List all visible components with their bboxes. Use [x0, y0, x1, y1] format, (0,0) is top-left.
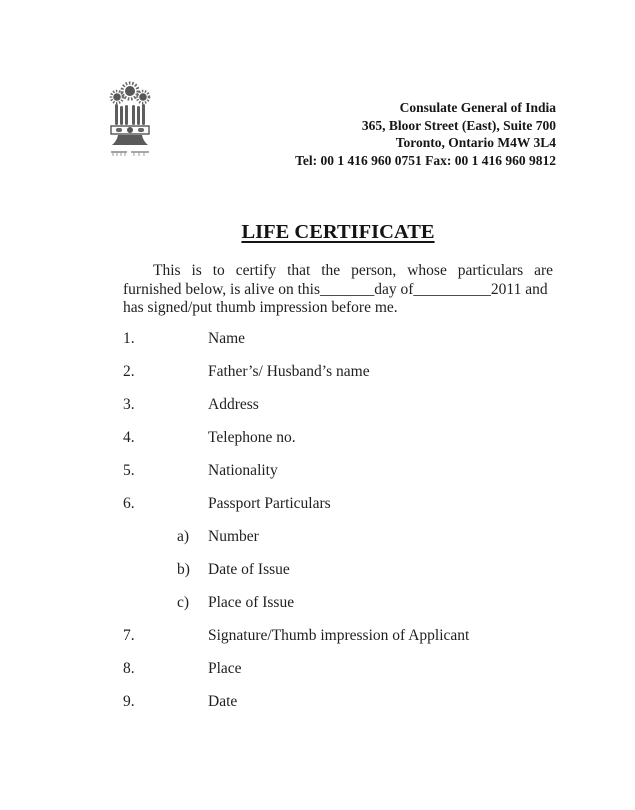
form-item-address	[123, 396, 593, 429]
emblem-of-india-icon	[106, 80, 154, 162]
form-item-telephone	[123, 429, 593, 462]
form-item-nationality	[123, 462, 593, 495]
item-label: Telephone no.	[208, 429, 296, 446]
page-title	[123, 221, 553, 244]
passport-subitem-place-of-issue	[123, 594, 593, 627]
org-name: Consulate General of India	[399, 100, 556, 115]
contact-line: Tel: 00 1 416 960 0751 Fax: 00 1 416 960 9812	[295, 153, 556, 169]
subitem-label: Number	[208, 528, 259, 545]
item-number: 4.	[123, 429, 135, 446]
item-number: 6.	[123, 495, 135, 512]
address-line-2: Toronto, Ontario M4W 3L4	[395, 135, 556, 151]
subitem-letter: c)	[177, 594, 190, 611]
certify-line-2: furnished below, is alive on this_______day of__________2011 and	[123, 280, 548, 298]
subitem-label: Place of Issue	[208, 594, 295, 611]
certify-line-1: This is to certify that the person, whose particulars are	[153, 262, 553, 279]
form-item-place	[123, 660, 593, 693]
item-label: Signature/Thumb impression of Applicant	[208, 627, 470, 644]
form-item-name	[123, 330, 593, 363]
address-line-1: 365, Bloor Street (East), Suite 700	[361, 117, 556, 133]
letterhead	[295, 99, 556, 170]
item-label: Father’s/ Husband’s name	[208, 363, 370, 380]
item-number: 9.	[123, 693, 135, 710]
subitem-label: Date of Issue	[208, 561, 290, 578]
item-number: 8.	[123, 660, 135, 677]
page-title-text: LIFE CERTIFICATE	[241, 221, 435, 243]
form-item-passport-particulars	[123, 495, 593, 528]
item-label: Nationality	[208, 462, 278, 479]
item-number: 5.	[123, 462, 135, 479]
form-item-fathers-husbands-name	[123, 363, 593, 396]
certify-paragraph	[123, 262, 553, 318]
item-label: Date	[208, 693, 238, 710]
item-label: Address	[208, 396, 259, 413]
subitem-letter: b)	[177, 561, 190, 578]
item-number: 7.	[123, 627, 135, 644]
item-label: Passport Particulars	[208, 495, 331, 512]
item-number: 2.	[123, 363, 135, 380]
certify-line-3: has signed/put thumb impression before me.	[123, 299, 398, 316]
item-label: Name	[208, 330, 246, 347]
subitem-letter: a)	[177, 528, 190, 545]
item-number: 1.	[123, 330, 135, 347]
form-item-signature-thumb-impression	[123, 627, 593, 660]
passport-subitem-date-of-issue	[123, 561, 593, 594]
form-item-date	[123, 693, 593, 726]
item-label: Place	[208, 660, 242, 677]
item-number: 3.	[123, 396, 135, 413]
form-list	[123, 330, 593, 726]
passport-subitem-number	[123, 528, 593, 561]
